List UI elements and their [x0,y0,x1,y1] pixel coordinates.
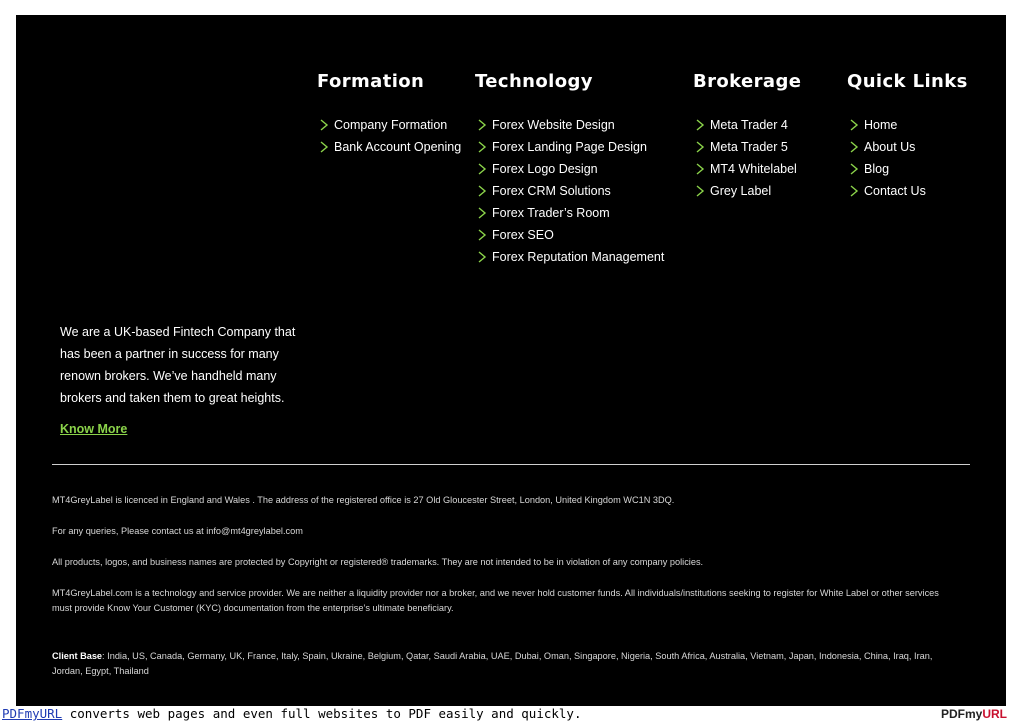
footer-link-item[interactable] [475,224,664,246]
footer-link-label: MT4 Whitelabel [710,162,797,176]
footer-link-item[interactable] [693,114,801,136]
footer-link-item[interactable] [475,246,664,268]
know-more-link[interactable]: Know More [60,422,128,436]
technology-list [475,114,664,268]
pdf-footer [2,706,582,721]
brokerage-list [693,114,801,202]
chevron-right-icon [317,118,331,132]
footer-link-label: Contact Us [864,184,926,198]
footer-divider [52,464,970,465]
formation-column [317,71,461,158]
footer-link-label: Forex CRM Solutions [492,184,611,198]
formation-list [317,114,461,158]
licence-text: MT4GreyLabel is licenced in England and Wales . The address of the registered office is 27 Old Gloucester Street, London, United Kingdom WC1N 3DQ. [52,495,675,505]
formation-heading: Formation [317,71,425,92]
footer-link-item[interactable] [475,202,664,224]
chevron-right-icon [693,162,707,176]
footer-link-label: Blog [864,162,890,176]
footer-link-label: About Us [864,140,916,154]
chevron-right-icon [475,184,489,198]
chevron-right-icon [475,162,489,176]
footer-link-label: Company Formation [334,118,448,132]
footer-link-label: Forex Logo Design [492,162,598,176]
footer-link-label: Forex Trader’s Room [492,206,610,220]
pdf-footer-text: converts web pages and even full websites to PDF easily and quickly. [62,706,582,721]
chevron-right-icon [475,250,489,264]
footer-link-item[interactable] [847,158,968,180]
disclaimer-text: MT4GreyLabel.com is a technology and service provider. We are neither a liquidity provider nor a broker, and we never hold customer funds. All individuals/institutions seeking to register for White Label or other services must provide Know Your Customer (KYC) documentation from the enterprise’s ultimate beneficiary. [52,588,939,613]
copyright-text: All products, logos, and business names are protected by Copyright or registered® trademarks. They are not intended to be in violation of any company policies. [52,557,704,567]
footer-link-item[interactable] [847,180,968,202]
queries-text: For any queries, Please contact us at info@mt4greylabel.com [52,526,303,536]
footer-link-item[interactable] [475,180,664,202]
chevron-right-icon [847,162,861,176]
footer-link-label: Forex Landing Page Design [492,140,647,154]
quick-links-heading: Quick Links [847,71,968,92]
quick-links-list [847,114,968,202]
footer-link-item[interactable] [317,136,461,158]
about-text: We are a UK-based Fintech Company that has been a partner in success for many renown brokers. We’ve handheld many brokers and taken them to great heights. [60,325,296,405]
chevron-right-icon [693,140,707,154]
logo-text-b: URL [982,707,1007,721]
pdfmyurl-link[interactable]: PDFmyURL [2,706,63,721]
footer-link-item[interactable] [693,158,801,180]
footer-link-item[interactable] [475,136,664,158]
chevron-right-icon [847,118,861,132]
footer-link-label: Forex SEO [492,228,554,242]
chevron-right-icon [475,118,489,132]
chevron-right-icon [317,140,331,154]
quick-links-column [847,71,968,202]
chevron-right-icon [847,184,861,198]
client-base-countries: : India, US, Canada, Germany, UK, France, Italy, Spain, Ukraine, Belgium, Qatar, Saudi Arabia, UAE, Dubai, Oman, Singapore, Nigeria, South Africa, Australia, Vietnam, Japan, Indonesia, China, Iraq, Iran, Jordan, Egypt, Thailand [52,651,933,676]
footer-link-label: Forex Reputation Management [492,250,665,264]
technology-column [475,71,664,268]
footer-link-item[interactable] [693,136,801,158]
chevron-right-icon [847,140,861,154]
footer-link-item[interactable] [475,158,664,180]
pdfmyurl-logo [941,707,1007,721]
chevron-right-icon [475,228,489,242]
chevron-right-icon [693,118,707,132]
footer-link-item[interactable] [317,114,461,136]
chevron-right-icon [693,184,707,198]
footer-link-item[interactable] [475,114,664,136]
technology-heading: Technology [475,71,593,92]
chevron-right-icon [475,140,489,154]
brokerage-column [693,71,801,202]
chevron-right-icon [475,206,489,220]
brokerage-heading: Brokerage [693,71,802,92]
client-base-label: Client Base [52,651,103,661]
footer-link-label: Forex Website Design [492,118,615,132]
footer-link-label: Grey Label [710,184,772,198]
footer-page [16,15,1006,706]
client-base-text [52,649,957,679]
logo-text-a: PDFmy [940,707,983,721]
footer-link-label: Meta Trader 4 [710,118,788,132]
footer-link-label: Meta Trader 5 [710,140,788,154]
footer-link-item[interactable] [847,136,968,158]
footer-link-item[interactable] [847,114,968,136]
footer-link-label: Home [864,118,898,132]
footer-link-label: Bank Account Opening [334,140,462,154]
footer-link-item[interactable] [693,180,801,202]
